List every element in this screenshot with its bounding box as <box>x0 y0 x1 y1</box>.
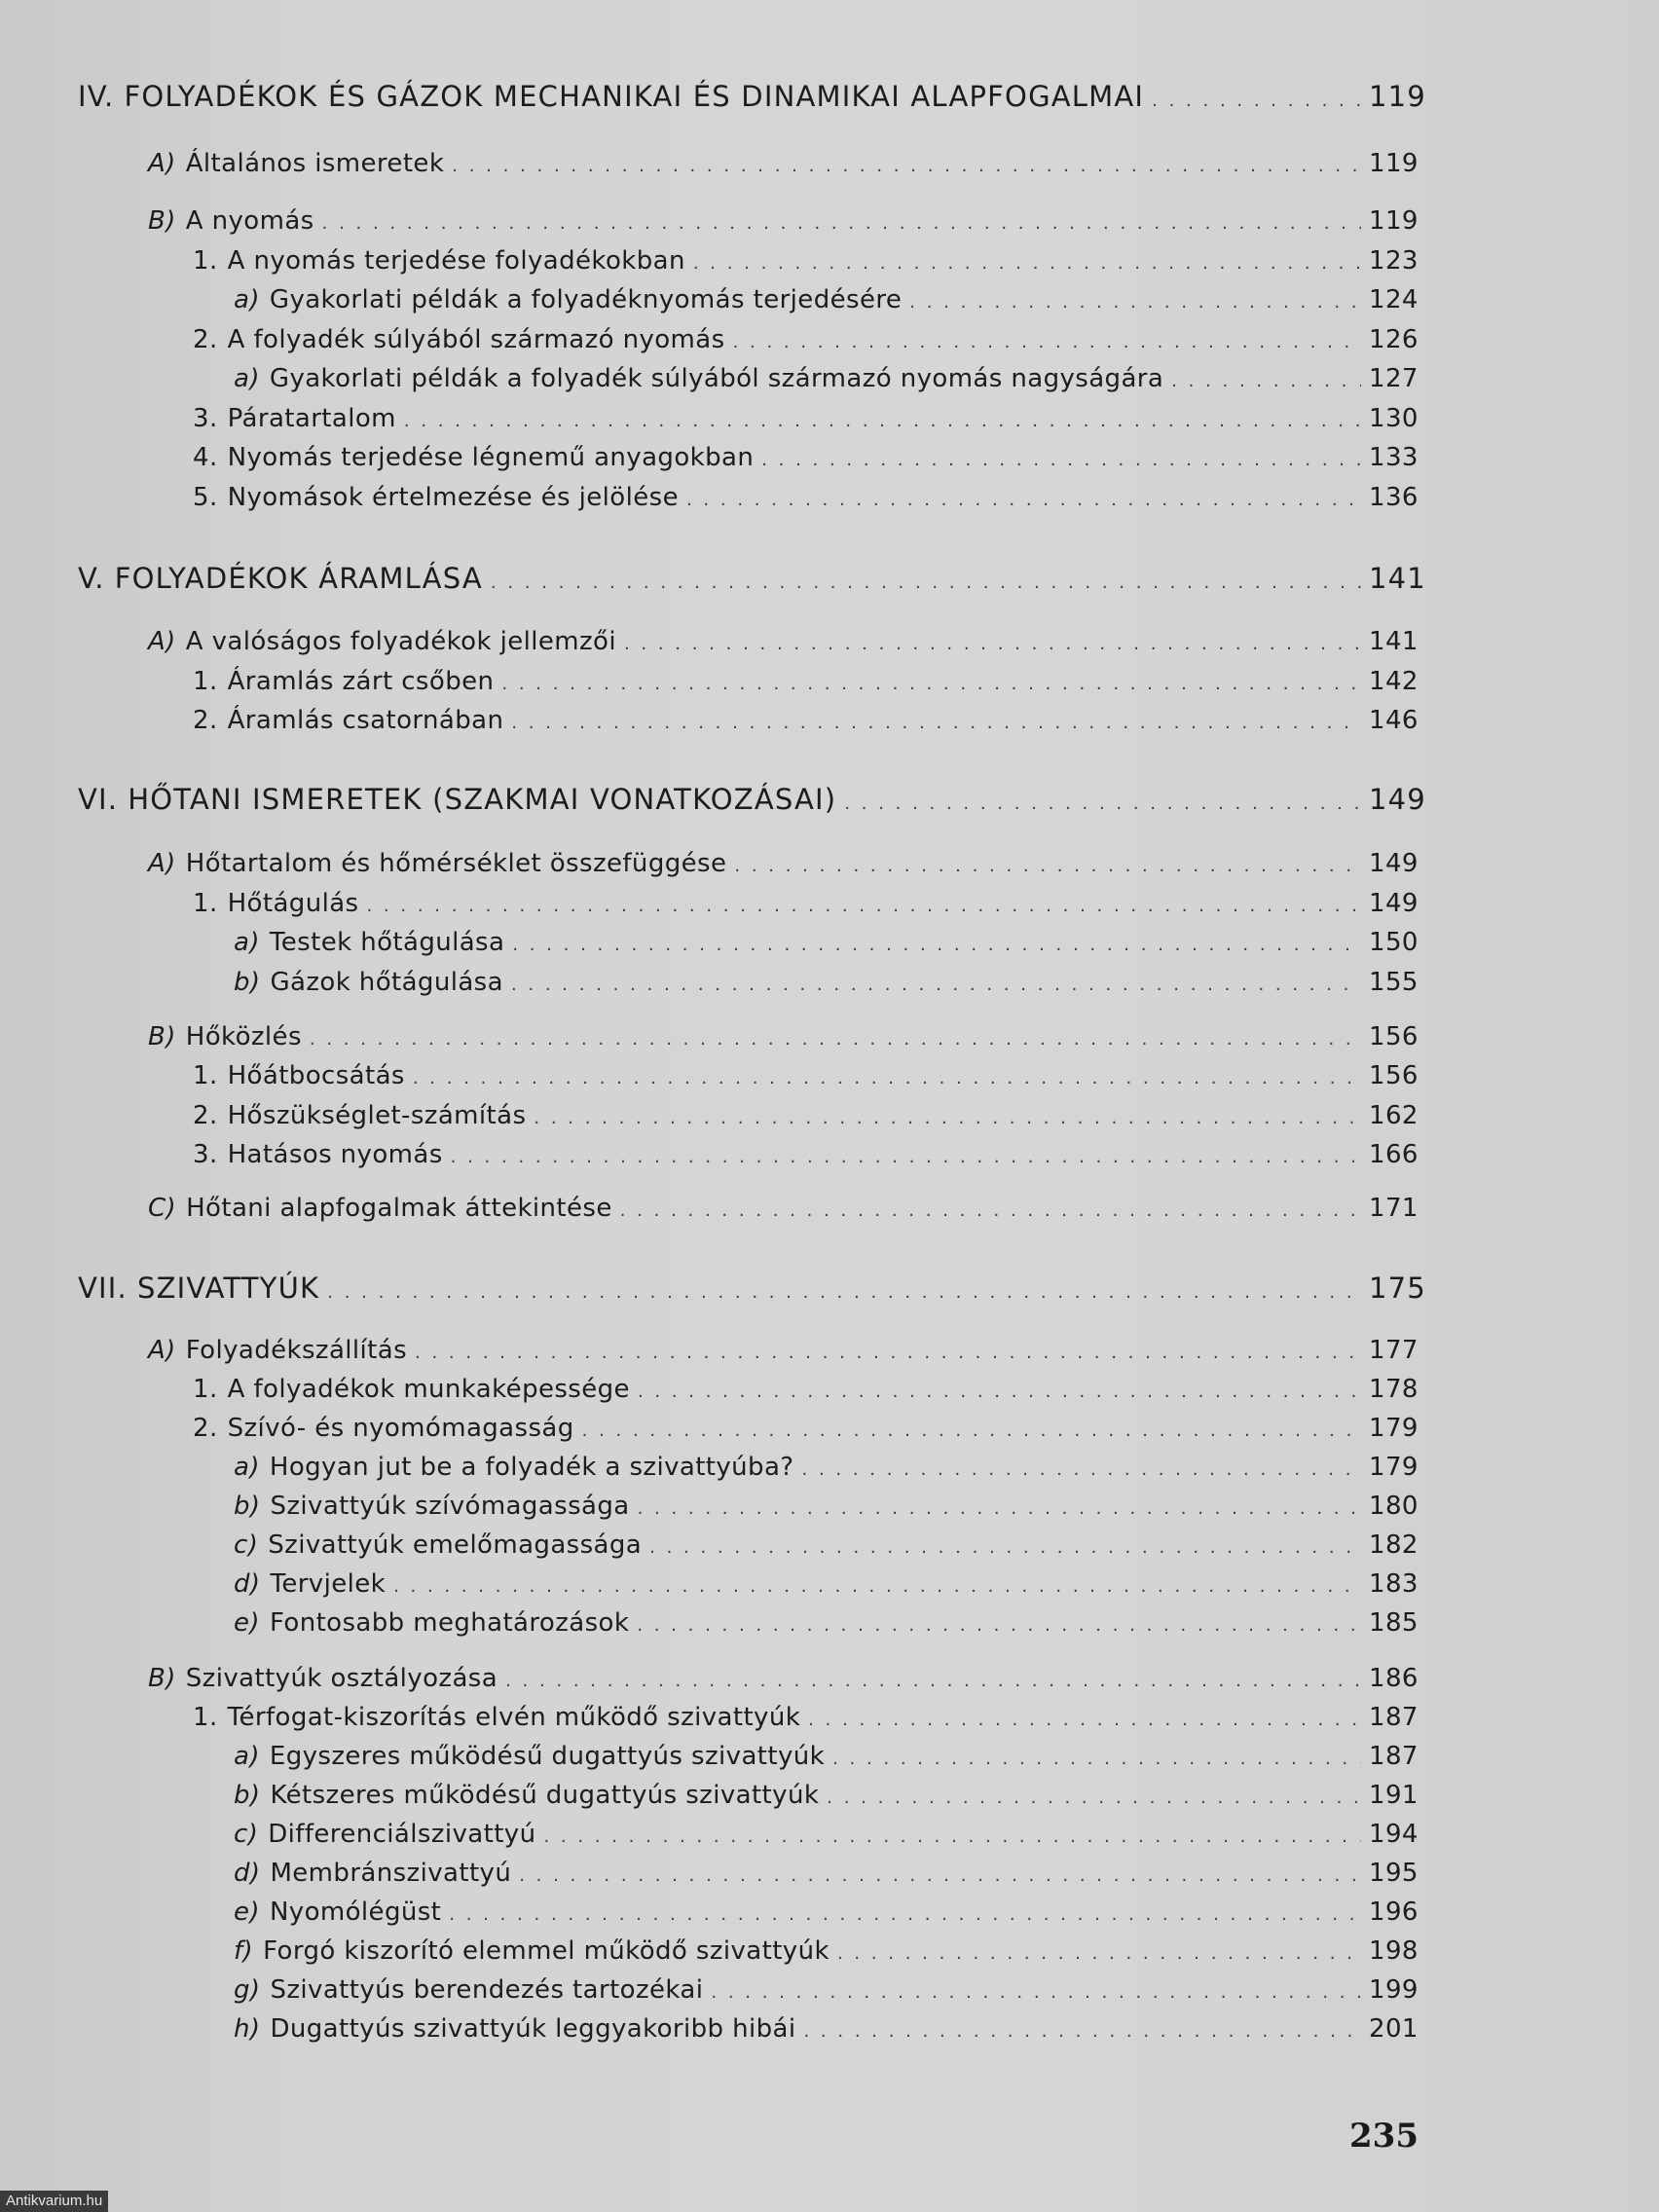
toc-entry <box>193 706 1419 735</box>
toc-entry <box>234 1608 1419 1638</box>
toc-entry-page: 187 <box>1369 1703 1419 1732</box>
dot-leader <box>1171 371 1361 391</box>
toc-entry <box>193 1414 1419 1443</box>
toc-entry-title: Nyomás terjedése légnemű anyagokban <box>227 443 755 472</box>
toc-entry <box>193 1375 1419 1404</box>
dot-leader <box>451 1147 1361 1167</box>
toc-entry-prefix: 2. <box>193 325 218 354</box>
toc-entry <box>193 889 1419 918</box>
toc-entry-page: 119 <box>1369 206 1419 236</box>
toc-entry-page: 149 <box>1369 849 1419 878</box>
toc-entry-title: Gyakorlati példák a folyadéknyomás terjedésére <box>269 285 903 314</box>
toc-entry-title: Kétszeres működésű dugattyús szivattyúk <box>270 1781 820 1810</box>
dot-leader <box>519 1865 1361 1886</box>
toc-chapter <box>78 783 1426 816</box>
dot-leader <box>624 634 1361 654</box>
dot-leader <box>803 2021 1361 2042</box>
toc-entry-title: FOLYADÉKOK ÉS GÁZOK MECHANIKAI ÉS DINAMIKAI ALAPFOGALMAI <box>124 80 1145 113</box>
dot-leader <box>620 1200 1361 1221</box>
toc-entry-prefix: a) <box>234 928 260 957</box>
dot-leader <box>827 1788 1361 1808</box>
toc-entry-title: Térfogat-kiszorítás elvén működő szivattyúk <box>227 1703 801 1732</box>
toc-entry <box>148 149 1419 178</box>
toc-entry-title: Gázok hőtágulása <box>270 968 503 997</box>
dot-leader <box>404 411 1361 431</box>
toc-entry <box>234 1820 1419 1849</box>
dot-leader <box>449 1904 1361 1925</box>
toc-entry-prefix: 1. <box>193 1061 218 1090</box>
toc-entry-title: Hőtágulás <box>227 889 359 918</box>
toc-chapter <box>78 1272 1426 1305</box>
toc-entry-title: Hőszükséglet-számítás <box>227 1101 527 1130</box>
toc-entry-page: 179 <box>1369 1414 1419 1443</box>
toc-entry-title: HŐTANI ISMERETEK (SZAKMAI VONATKOZÁSAI) <box>128 783 837 816</box>
toc-entry <box>193 1703 1419 1732</box>
toc-entry-prefix: 4. <box>193 443 218 472</box>
toc-entry-title: A folyadék súlyából származó nyomás <box>227 325 725 354</box>
toc-entry-page: 191 <box>1369 1781 1419 1810</box>
toc-entry-page: 149 <box>1369 783 1426 816</box>
toc-entry-title: Tervjelek <box>270 1569 387 1599</box>
toc-entry-prefix: V. <box>78 562 105 595</box>
toc-entry-page: 136 <box>1369 483 1419 512</box>
toc-entry-prefix: VII. <box>78 1272 128 1305</box>
toc-entry <box>234 1530 1419 1560</box>
toc-entry-prefix: 1. <box>193 667 218 696</box>
toc-entry-prefix: 1. <box>193 1703 218 1732</box>
toc-entry-title: A nyomás <box>185 206 314 236</box>
toc-entry-prefix: c) <box>234 1820 259 1849</box>
toc-entry <box>234 1936 1419 1966</box>
toc-entry-page: 178 <box>1369 1375 1419 1404</box>
toc-entry-prefix: B) <box>148 1022 176 1051</box>
toc-entry-page: 195 <box>1369 1859 1419 1888</box>
dot-leader <box>310 1029 1361 1050</box>
toc-entry-prefix: A) <box>148 1336 176 1365</box>
toc-entry-prefix: h) <box>234 2014 261 2044</box>
dot-leader <box>693 253 1361 274</box>
dot-leader <box>832 1749 1361 1769</box>
toc-entry-title: Szivattyúk osztályozása <box>185 1664 498 1693</box>
toc-entry <box>148 849 1419 878</box>
toc-entry-prefix: g) <box>234 1975 261 2005</box>
toc-entry-prefix: b) <box>234 968 261 997</box>
toc-entry <box>234 1569 1419 1599</box>
toc-entry-prefix: A) <box>148 627 176 656</box>
toc-entry-prefix: 3. <box>193 404 218 433</box>
dot-leader <box>1152 91 1361 111</box>
toc-entry-prefix: A) <box>148 849 176 878</box>
toc-entry-title: Differenciálszivattyú <box>268 1820 536 1849</box>
toc-entry-prefix: c) <box>234 1530 259 1560</box>
dot-leader <box>543 1826 1361 1847</box>
toc-entry-title: Membránszivattyú <box>270 1859 512 1888</box>
toc-entry-title: Szívó- és nyomómagasság <box>227 1414 574 1443</box>
toc-entry <box>234 1453 1419 1482</box>
dot-leader <box>327 1282 1361 1303</box>
toc-entry-page: 127 <box>1369 364 1419 393</box>
toc-entry-prefix: 1. <box>193 889 218 918</box>
toc-entry-prefix: A) <box>148 149 176 178</box>
toc-entry-page: 130 <box>1369 404 1419 433</box>
toc-entry <box>234 1742 1419 1771</box>
dot-leader <box>733 332 1361 352</box>
toc-entry-prefix: d) <box>234 1569 261 1599</box>
toc-entry-page: 201 <box>1369 2014 1419 2044</box>
toc-entry-title: Hőtani alapfogalmak áttekintése <box>186 1194 612 1223</box>
toc-entry <box>193 246 1419 276</box>
toc-entry-page: 149 <box>1369 889 1419 918</box>
toc-entry-page: 182 <box>1369 1530 1419 1560</box>
toc-entry <box>234 1898 1419 1927</box>
toc-entry <box>234 1492 1419 1521</box>
toc-entry-page: 198 <box>1369 1936 1419 1966</box>
toc-entry <box>234 928 1419 957</box>
toc-entry-page: 175 <box>1369 1272 1426 1305</box>
toc-entry-page: 186 <box>1369 1664 1419 1693</box>
toc-entry-title: Nyomások értelmezése és jelölése <box>227 483 679 512</box>
toc-chapter <box>78 80 1426 113</box>
toc-entry-title: Áramlás csatornában <box>227 706 504 735</box>
toc-entry-title: Hőtartalom és hőmérséklet összefüggése <box>185 849 727 878</box>
toc-entry-page: 171 <box>1369 1194 1419 1223</box>
toc-entry <box>148 1022 1419 1051</box>
toc-entry-prefix: a) <box>234 364 260 393</box>
toc-entry-page: 180 <box>1369 1492 1419 1521</box>
toc-entry <box>148 1194 1419 1223</box>
toc-entry-title: Gyakorlati példák a folyadék súlyából származó nyomás nagyságára <box>269 364 1164 393</box>
toc-entry-title: Szivattyúk emelőmagassága <box>268 1530 643 1560</box>
toc-entry-prefix: e) <box>234 1608 260 1638</box>
dot-leader <box>802 1459 1362 1480</box>
dot-leader <box>505 1671 1361 1691</box>
toc-entry <box>234 1975 1419 2005</box>
toc-entry-title: SZIVATTYÚK <box>136 1272 320 1305</box>
toc-entry-title: Szivattyúk szívómagassága <box>270 1492 630 1521</box>
toc-entry-page: 133 <box>1369 443 1419 472</box>
dot-leader <box>452 156 1361 176</box>
toc-entry-prefix: a) <box>234 1453 260 1482</box>
toc-entry <box>234 285 1419 314</box>
toc-entry-page: 142 <box>1369 667 1419 696</box>
toc-entry-page: 199 <box>1369 1975 1419 2005</box>
toc-entry-title: Általános ismeretek <box>185 149 445 178</box>
toc-entry-prefix: e) <box>234 1898 260 1927</box>
toc-entry-page: 156 <box>1369 1061 1419 1090</box>
toc-entry-page: 156 <box>1369 1022 1419 1051</box>
toc-entry-page: 155 <box>1369 968 1419 997</box>
toc-entry <box>193 667 1419 696</box>
toc-entry-page: 150 <box>1369 928 1419 957</box>
toc-entry <box>148 627 1419 656</box>
toc-entry-title: FOLYADÉKOK ÁRAMLÁSA <box>114 562 483 595</box>
toc-entry-title: A nyomás terjedése folyadékokban <box>227 246 685 276</box>
toc-entry-page: 194 <box>1369 1820 1419 1849</box>
dot-leader <box>808 1710 1361 1730</box>
toc-entry <box>234 1781 1419 1810</box>
dot-leader <box>734 856 1361 876</box>
toc-entry-prefix: a) <box>234 1742 260 1771</box>
watermark: Antikvarium.hu <box>0 2191 108 2212</box>
dot-leader <box>366 896 1361 916</box>
dot-leader <box>686 490 1361 510</box>
toc-entry-prefix: f) <box>234 1936 254 1966</box>
toc-entry-prefix: b) <box>234 1492 261 1521</box>
toc-entry <box>193 1140 1419 1169</box>
dot-leader <box>638 1498 1361 1519</box>
toc-entry-page: 119 <box>1369 80 1426 113</box>
toc-entry <box>193 404 1419 433</box>
page-number: 235 <box>1349 2117 1419 2156</box>
toc-entry-page: 187 <box>1369 1742 1419 1771</box>
toc-entry-page: 124 <box>1369 285 1419 314</box>
toc-entry <box>193 325 1419 354</box>
toc-entry <box>193 483 1419 512</box>
dot-leader <box>844 793 1361 814</box>
toc-entry-prefix: 5. <box>193 483 218 512</box>
dot-leader <box>511 713 1361 733</box>
toc-entry-prefix: B) <box>148 1664 176 1693</box>
toc-entry-page: 119 <box>1369 149 1419 178</box>
dot-leader <box>512 935 1361 955</box>
toc-entry-prefix: 1. <box>193 1375 218 1404</box>
toc-entry-prefix: C) <box>148 1194 177 1223</box>
toc-entry-page: 179 <box>1369 1453 1419 1482</box>
toc-entry-page: 177 <box>1369 1336 1419 1365</box>
toc-entry-prefix: 2. <box>193 1101 218 1130</box>
toc-entry-title: Dugattyús szivattyúk leggyakoribb hibái <box>270 2014 796 2044</box>
toc-entry-page: 123 <box>1369 246 1419 276</box>
dot-leader <box>501 674 1361 694</box>
toc-entry-prefix: 2. <box>193 706 218 735</box>
dot-leader <box>491 572 1361 593</box>
toc-entry-page: 141 <box>1369 627 1419 656</box>
toc-entry-page: 196 <box>1369 1898 1419 1927</box>
toc-entry-title: Páratartalom <box>227 404 396 433</box>
toc-entry-title: Folyadékszállítás <box>185 1336 408 1365</box>
toc-entry-title: Hogyan jut be a folyadék a szivattyúba? <box>269 1453 794 1482</box>
toc-entry-page: 185 <box>1369 1608 1419 1638</box>
toc-entry-prefix: a) <box>234 285 260 314</box>
toc-entry-title: Fontosabb meghatározások <box>269 1608 630 1638</box>
toc-entry-prefix: 3. <box>193 1140 218 1169</box>
toc-entry-prefix: b) <box>234 1781 261 1810</box>
dot-leader <box>511 975 1361 995</box>
toc-entry <box>193 1101 1419 1130</box>
toc-entry-prefix: VI. <box>78 783 119 816</box>
dot-leader <box>534 1108 1361 1128</box>
dot-leader <box>711 1982 1361 2003</box>
dot-leader <box>322 213 1361 234</box>
toc-entry-page: 126 <box>1369 325 1419 354</box>
dot-leader <box>582 1420 1361 1441</box>
toc-entry-page: 141 <box>1369 562 1426 595</box>
toc-entry <box>234 2014 1419 2044</box>
dot-leader <box>415 1343 1361 1363</box>
toc-entry <box>234 364 1419 393</box>
dot-leader <box>909 292 1361 313</box>
toc-entry-title: Nyomólégüst <box>269 1898 442 1927</box>
toc-entry-title: Forgó kiszorító elemmel működő szivattyúk <box>263 1936 830 1966</box>
toc-entry-title: A valóságos folyadékok jellemzői <box>185 627 616 656</box>
toc-entry-page: 146 <box>1369 706 1419 735</box>
toc-entry-prefix: 2. <box>193 1414 218 1443</box>
toc-entry-prefix: IV. <box>78 80 115 113</box>
toc-entry-page: 162 <box>1369 1101 1419 1130</box>
dot-leader <box>393 1576 1361 1597</box>
dot-leader <box>837 1943 1361 1964</box>
dot-leader <box>413 1068 1361 1088</box>
toc-entry-title: Hőátbocsátás <box>227 1061 405 1090</box>
toc-entry-title: Testek hőtágulása <box>269 928 505 957</box>
toc-entry <box>234 1859 1419 1888</box>
toc-entry-title: Hatásos nyomás <box>227 1140 443 1169</box>
toc-entry-prefix: 1. <box>193 246 218 276</box>
dot-leader <box>761 450 1361 470</box>
dot-leader <box>638 1382 1361 1402</box>
toc-entry-title: Hőközlés <box>185 1022 302 1051</box>
toc-entry <box>148 1336 1419 1365</box>
toc-entry-title: A folyadékok munkaképessége <box>227 1375 630 1404</box>
toc-entry-page: 183 <box>1369 1569 1419 1599</box>
toc-entry <box>193 1061 1419 1090</box>
toc-entry <box>234 968 1419 997</box>
dot-leader <box>637 1615 1361 1636</box>
toc-entry <box>148 1664 1419 1693</box>
toc-chapter <box>78 562 1426 595</box>
toc-entry <box>148 206 1419 236</box>
toc-entry-prefix: d) <box>234 1859 261 1888</box>
toc-entry-title: Egyszeres működésű dugattyús szivattyúk <box>269 1742 826 1771</box>
toc-entry <box>193 443 1419 472</box>
toc-entry-title: Szivattyús berendezés tartozékai <box>270 1975 704 2005</box>
dot-leader <box>649 1537 1361 1558</box>
toc-entry-prefix: B) <box>148 206 176 236</box>
toc-entry-title: Áramlás zárt csőben <box>227 667 495 696</box>
toc-entry-page: 166 <box>1369 1140 1419 1169</box>
